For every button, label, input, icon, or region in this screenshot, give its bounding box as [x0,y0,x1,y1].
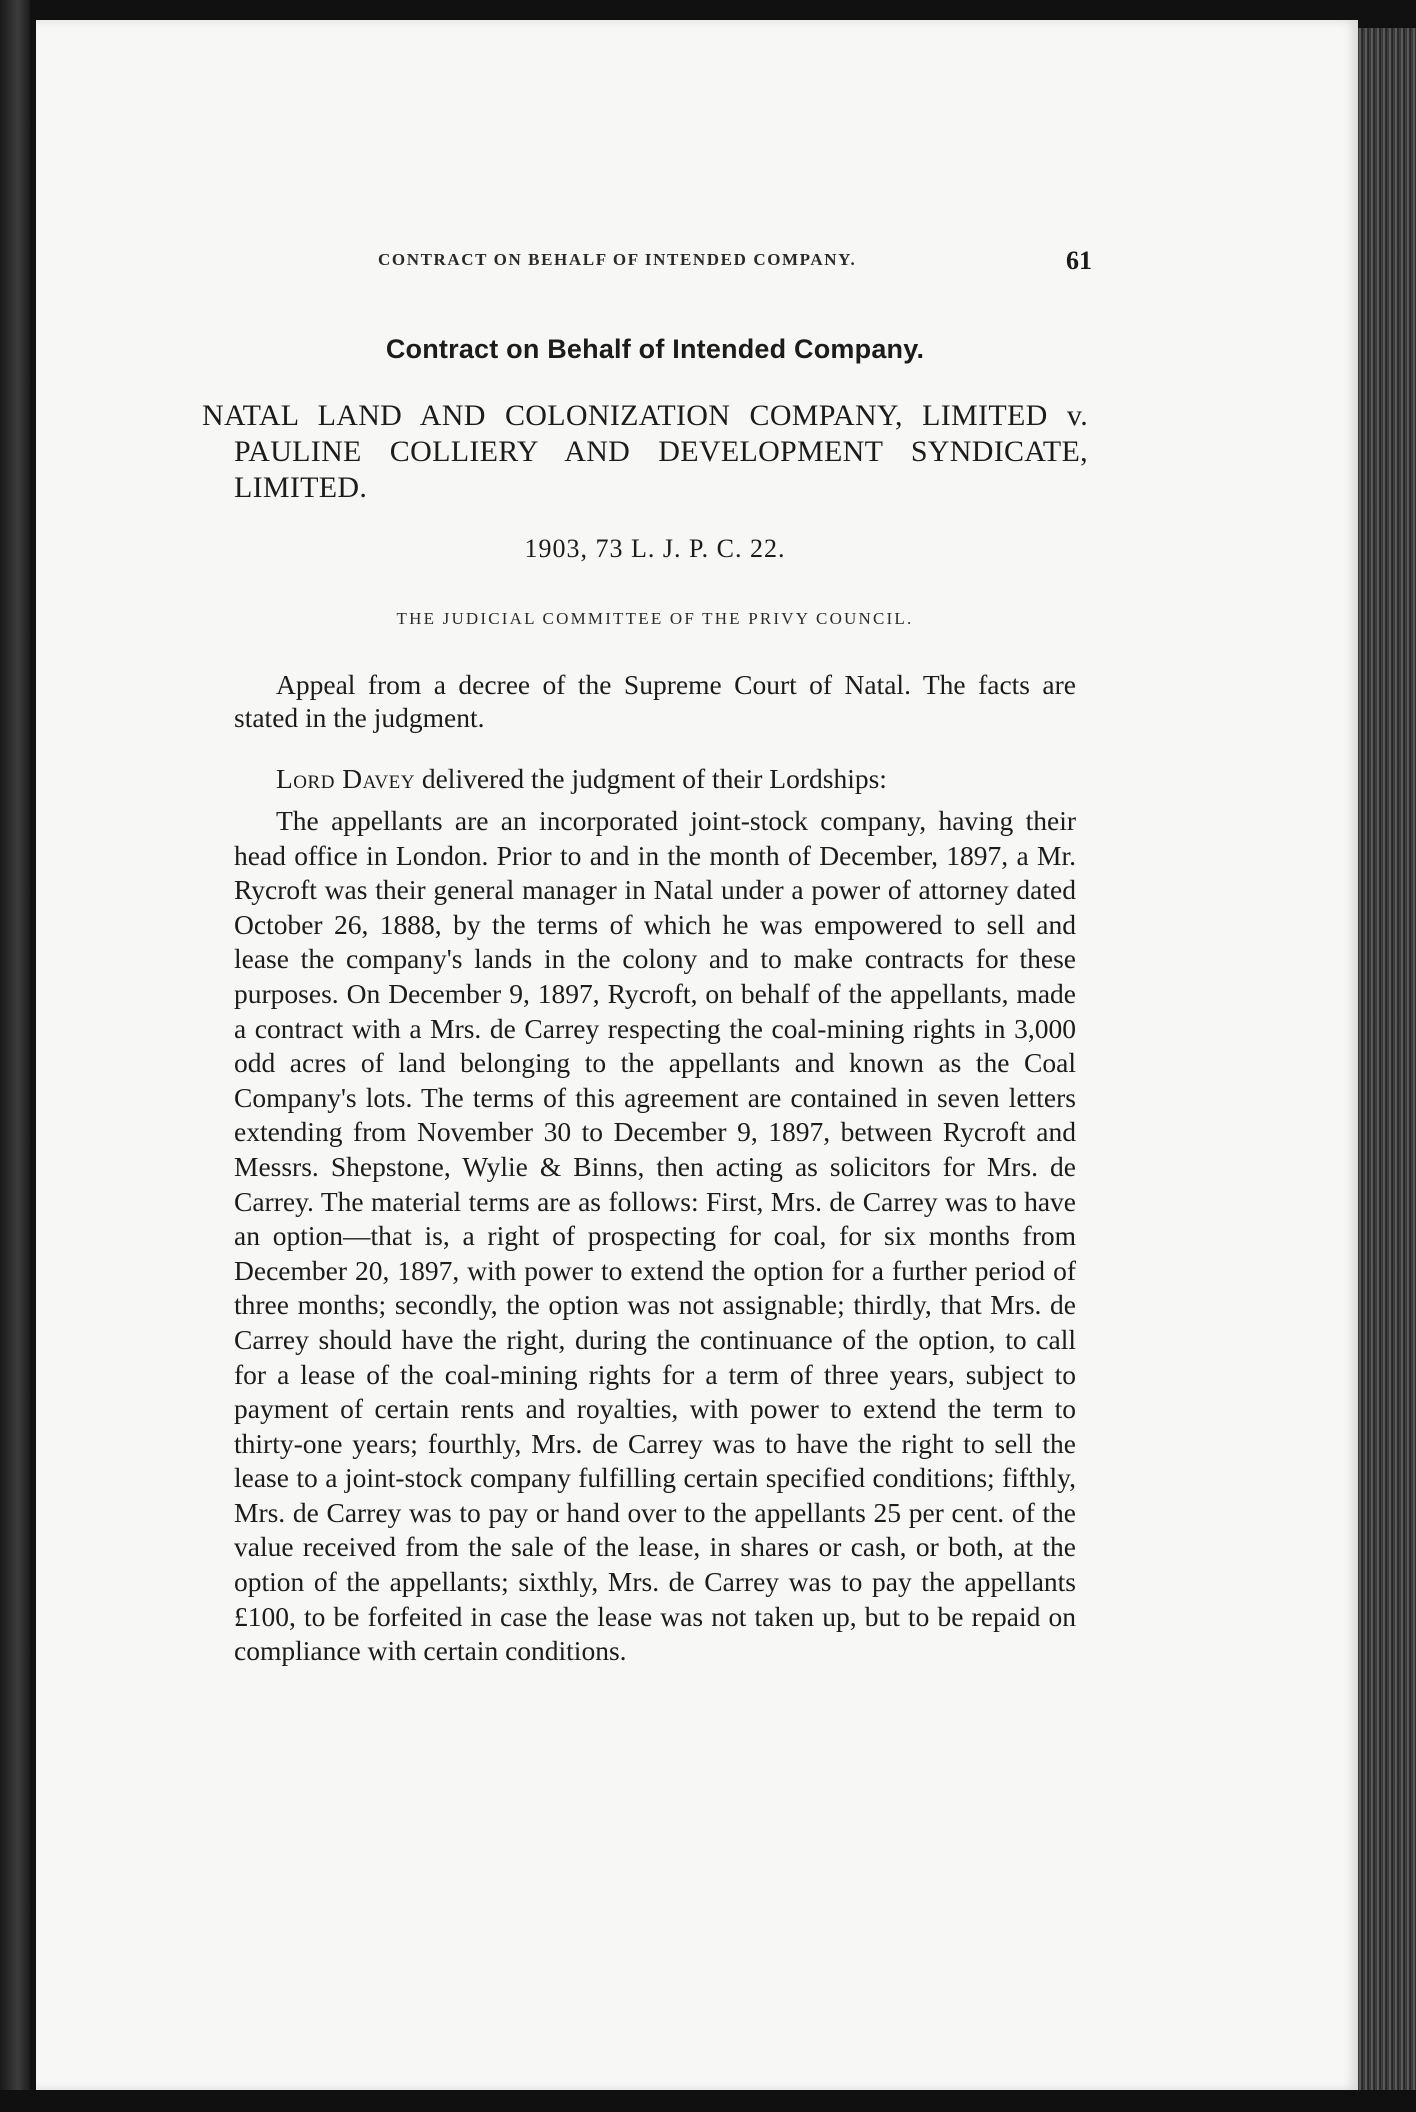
judge-name: Lord Davey [276,763,415,794]
case-title: NATAL LAND AND COLONIZATION COMPANY, LIMITED v. PAULINE COLLIERY AND DEVELOPMENT SYNDICATE, LIMITED. [202,399,1088,504]
page-stack-edge [1358,28,1416,2092]
running-head-title: CONTRACT ON BEHALF OF INTENDED COMPANY. [378,250,857,269]
left-page-edge [0,0,30,2112]
bottom-shadow [0,2090,1416,2112]
page-number: 61 [1066,246,1092,275]
intro-paragraph: Appeal from a decree of the Supreme Court of Natal. The facts are stated in the judgment. [234,669,1076,733]
judge-line [234,762,1076,795]
judgment-text [234,804,1076,1669]
judge-line-text: delivered the judgment of their Lordships: [414,763,887,794]
running-head [234,246,1092,286]
court-name: THE JUDICIAL COMMITTEE OF THE PRIVY COUNCIL. [396,609,914,628]
judgment-paragraph: The appellants are an incorporated joint-stock company, having their head office in London. Prior to and in the month of December, 1897, a Mr. Rycroft was their general manager in Natal under a power of attorney dated October 26, 1888, by the terms of which he was empowered to sell and lease the company's lands in the colony and to make contracts for these purposes. On December 9, 1897, Rycroft, on behalf of the appellants, made a contract with a Mrs. de Carrey respecting the coal-mining rights in 3,000 odd acres of land belonging to the appellants and known as the Coal Company's lots. The terms of this agreement are contained in seven letters extending from November 30 to December 9, 1897, between Rycroft and Messrs. Shepstone, Wylie & Binns, then acting as solicitors for Mrs. de Carrey. The material terms are as follows: First, Mrs. de Carrey was to have an option—that is, a right of prospecting for coal, for six months from December 20, 1897, with power to extend the option for a further period of three months; secondly, the option was not assignable; thirdly, that Mrs. de Carrey should have the right, during the continuance of the option, to call for a lease of the coal-mining rights for a term of three years, subject to payment of certain rents and royalties, with power to extend the term to thirty-one years; fourthly, Mrs. de Carrey was to have the right to sell the lease to a joint-stock company fulfilling certain specified conditions; fifthly, Mrs. de Carrey was to pay or hand over to the appellants 25 per cent. of the value received from the sale of the lease, in shares or cash, or both, at the option of the appellants; sixthly, Mrs. de Carrey was to pay the appellants £100, to be forfeited in case the lease was not taken up, but to be repaid on compliance with certain conditions. [234,805,1076,1667]
case-citation: 1903, 73 L. J. P. C. 22. [524,534,786,563]
section-heading: Contract on Behalf of Intended Company. [385,334,925,364]
